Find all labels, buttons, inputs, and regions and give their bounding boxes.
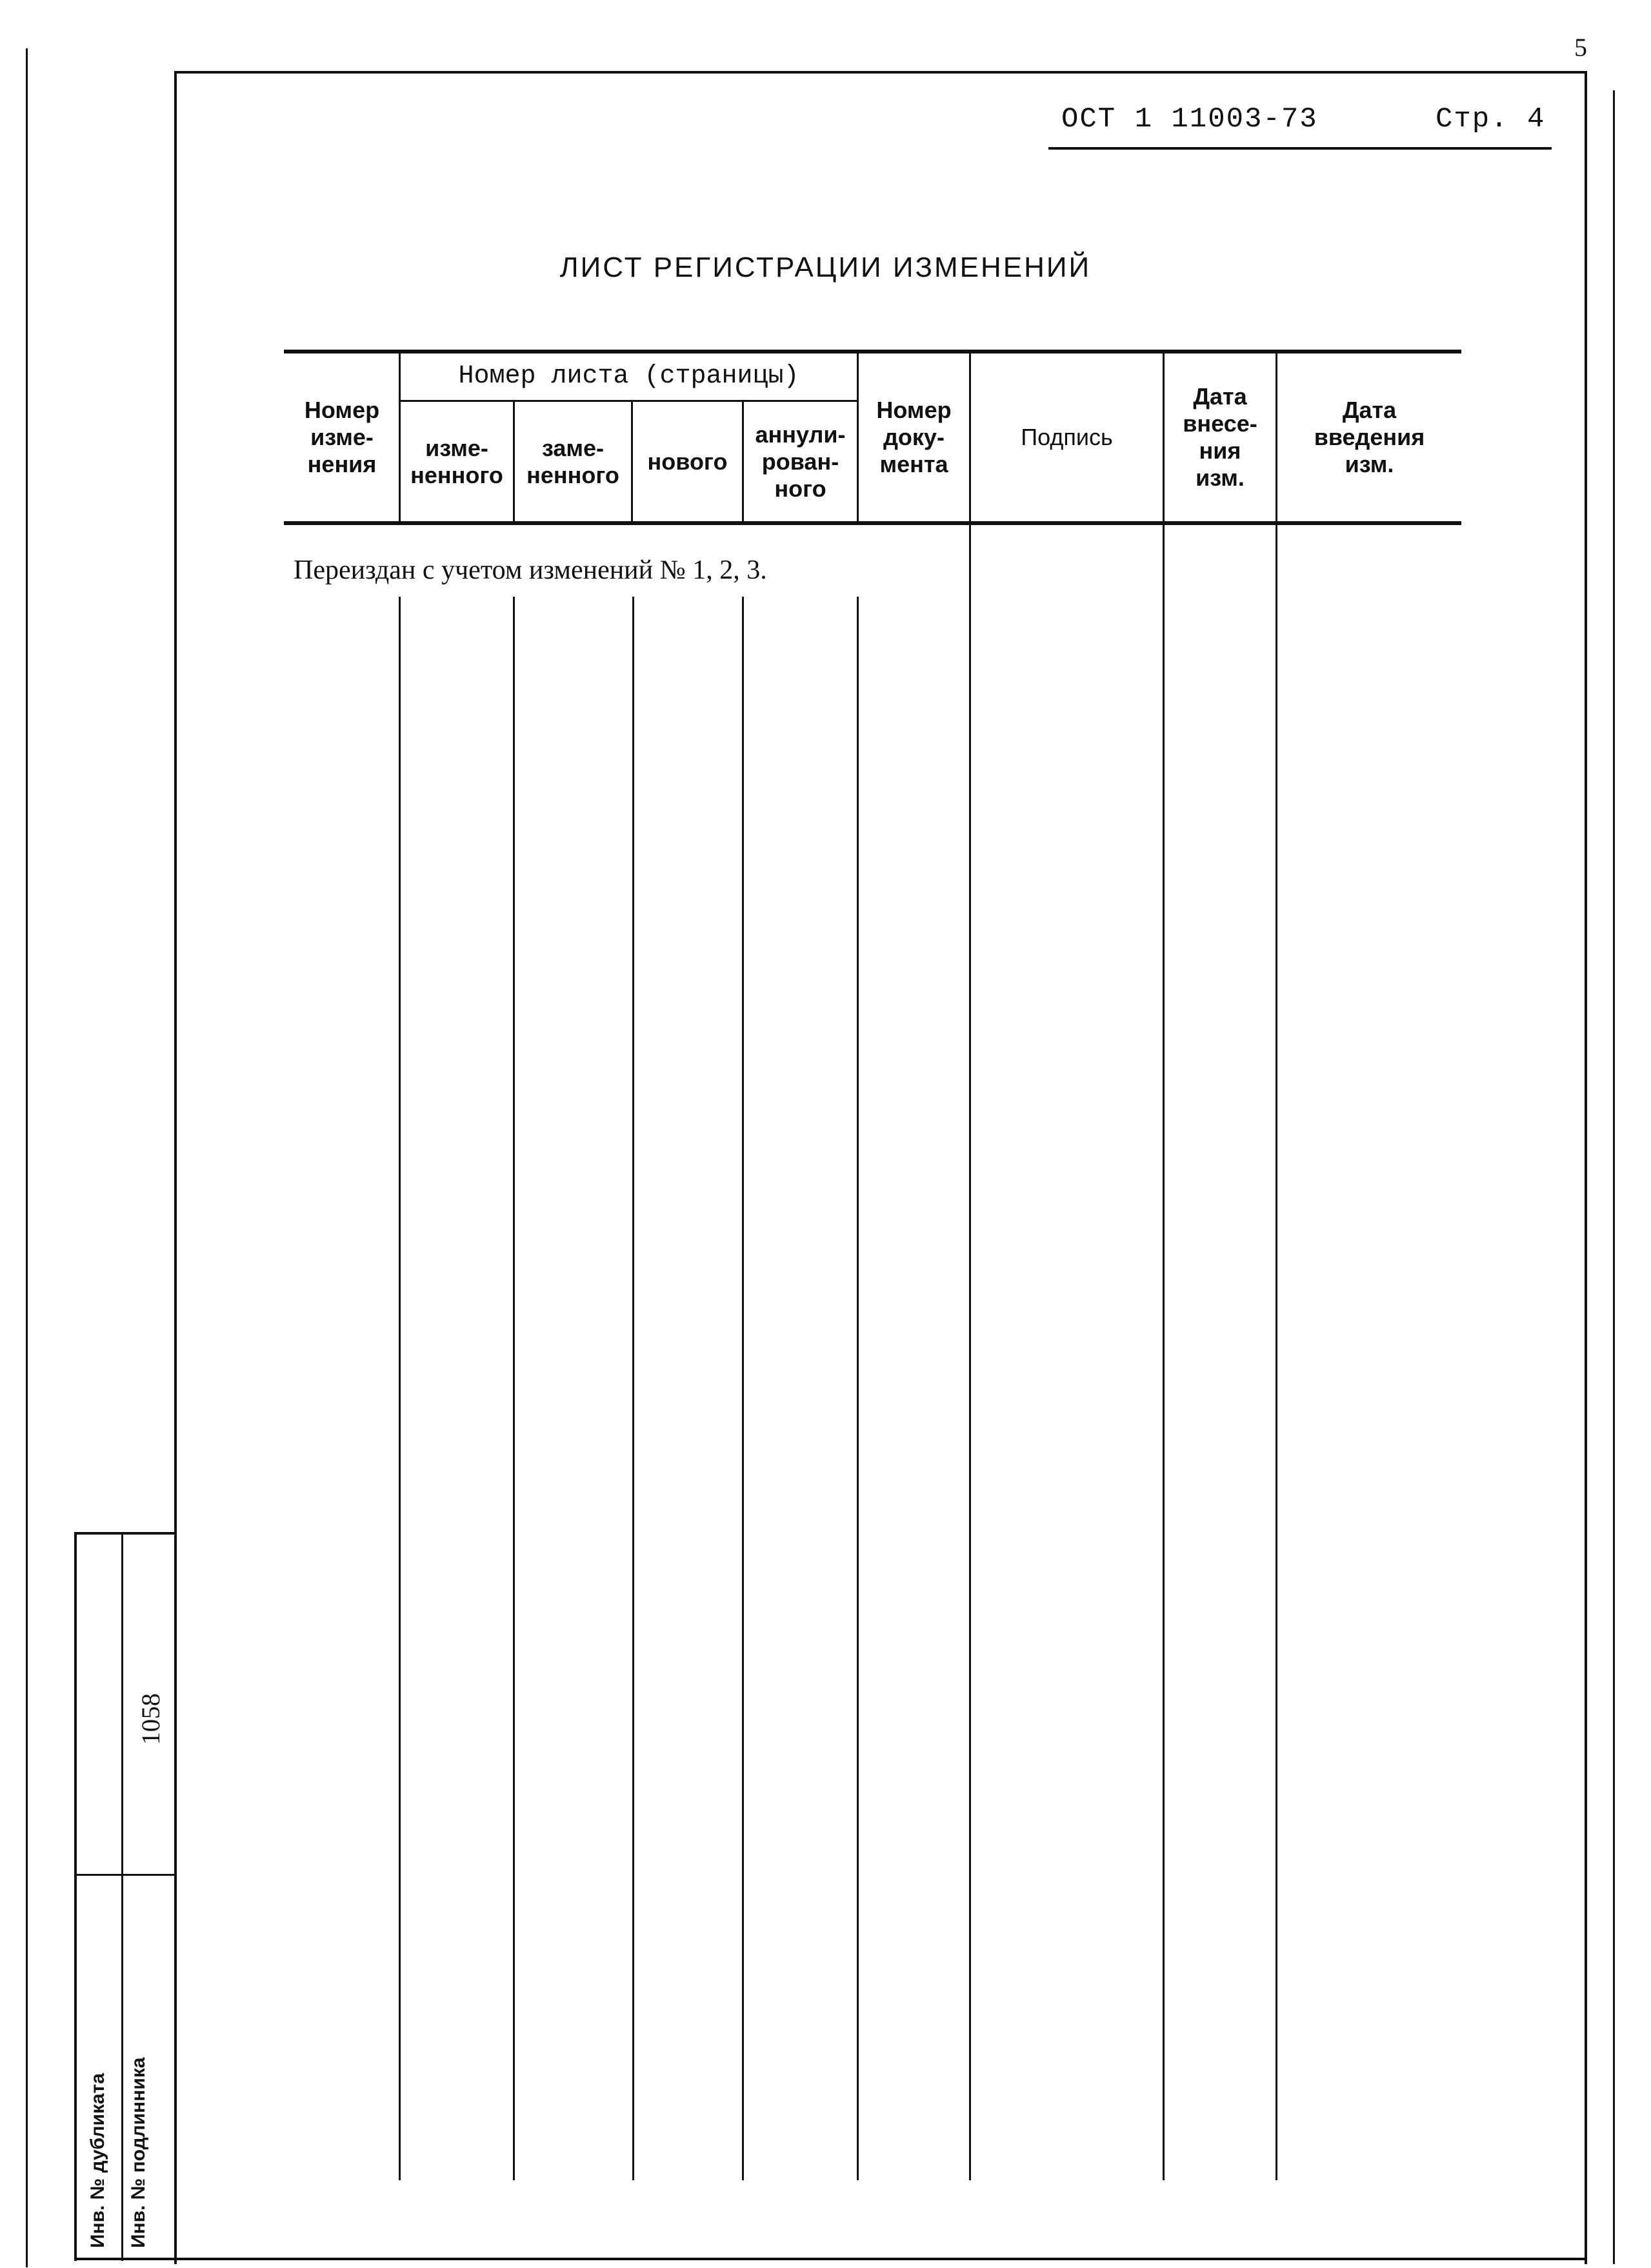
col-header-effective-date: Дата введения изм. [1314,397,1425,477]
col-line [1276,524,1277,2180]
col-header-entry-date: Дата внесе- ния изм. [1183,383,1257,491]
col-header-document-number: Номер доку- мента [876,397,952,477]
stamp-top-line [74,1532,174,1535]
header-underline [1048,147,1552,150]
frame-bottom-line [74,2258,1587,2260]
col-line [1163,524,1165,2180]
stamp-left-line [74,1532,77,2261]
col-header-change-number: Номер изме- нения [304,397,380,477]
reissue-note: Переиздан с учетом изменений № 1, 2, 3. [294,555,767,585]
original-inventory-number: 1058 [136,1693,165,1745]
duplicate-inventory-label: Инв. № дубликата [87,2073,108,2248]
table-header-bottom-line [284,521,1461,525]
col-header-changed: изме- ненного [410,434,503,488]
frame-right-line [1585,71,1587,2264]
col-header-annulled: аннули- рован- ного [755,421,846,502]
right-margin-line [1613,90,1615,2264]
col-line [399,597,401,2180]
col-line [742,597,744,2180]
frame-left-line [174,71,177,2264]
col-group-header-sheet-number: Номер листа (страницы) [458,362,799,391]
original-inventory-label: Инв. № подлинника [128,2057,149,2248]
page-title: ЛИСТ РЕГИСТРАЦИИ ИЗМЕНЕНИЙ [559,252,1092,283]
col-header-new: нового [647,448,728,475]
col-line [969,524,971,2180]
stamp-divider-line [74,1874,174,1876]
doc-code: ОСТ 1 11003-73 [1061,103,1318,135]
page-label: Стр. 4 [1436,103,1546,135]
col-line [857,597,859,2180]
col-line [632,597,634,2180]
frame-left-margin-line [26,48,28,2267]
col-line [513,597,515,2180]
col-header-signature: Подпись [1021,424,1113,450]
stamp-middle-line [121,1532,123,2261]
frame-top-line [174,71,1587,74]
col-header-replaced: заме- ненного [526,434,619,488]
page-number: 5 [1574,33,1587,62]
